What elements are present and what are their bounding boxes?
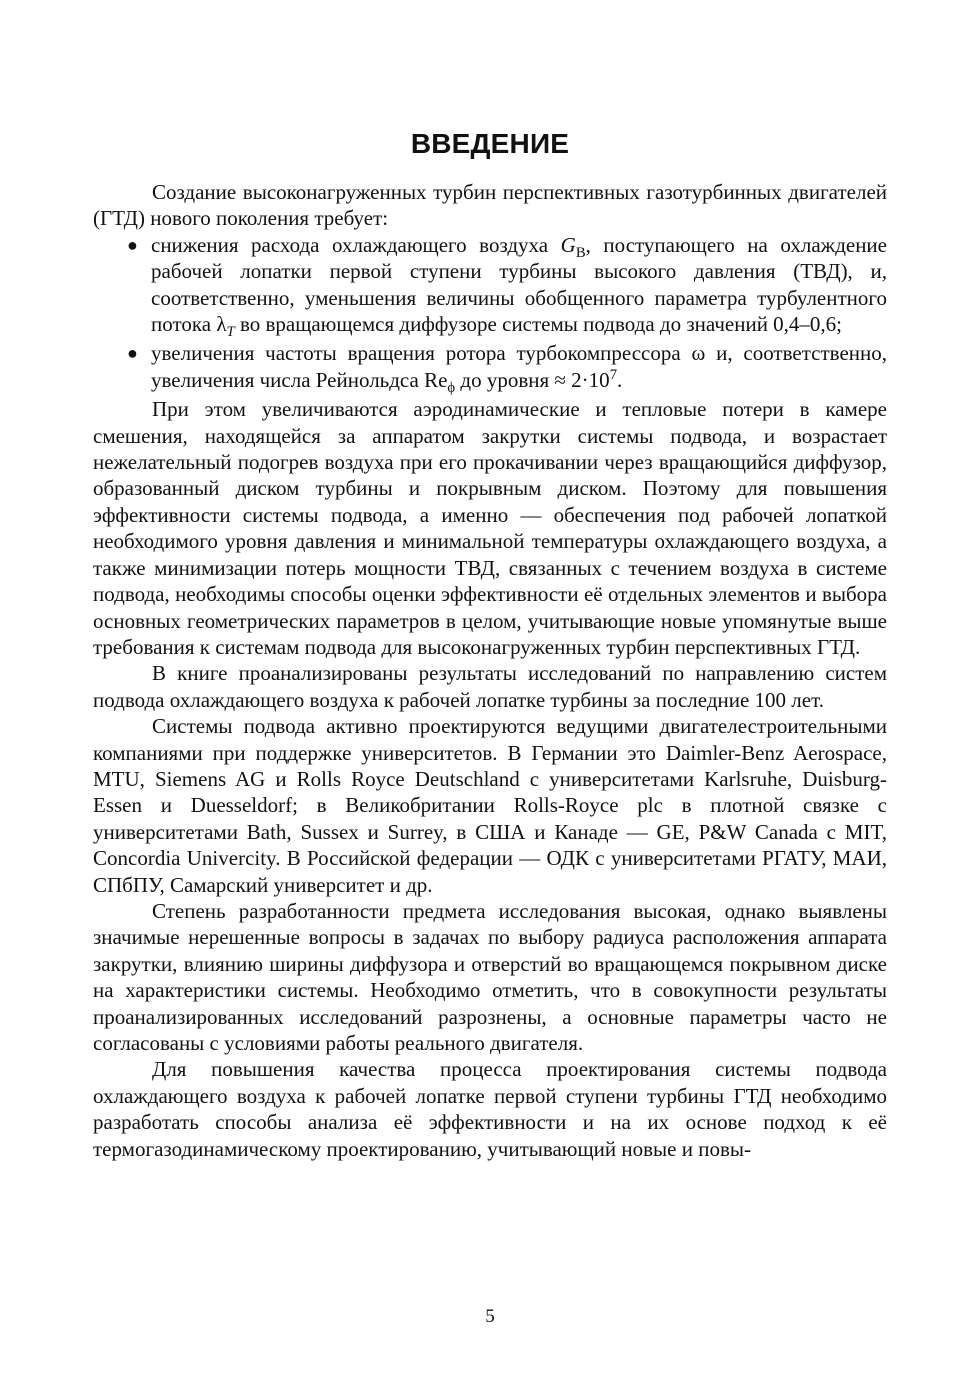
body-paragraph: При этом увеличиваются аэродинамические и тепловые потери в камере смешения, находящейся за аппаратом закрутки системы подвода, и возрастает нежелательный подогрев воздуха при его прокачивании через вращающийся диффузор, образованный диском турбины и покрывным диском. Поэтому для повышения эффективности системы подвода, а именно — обеспечения под рабочей лопаткой необходимого уровня давления и минимальной температуры охлаждающего воздуха, а также минимизации потерь мощности ТВД, связанных с течением воздуха в системе подвода, необходимы способы оценки эффективности её отдельных элементов и выбора основных геометрических параметров в целом, учитывающие новые упомянутые выше требования к системам подвода для высоконагруженных турбин перспективных ГТД. — [93, 397, 887, 659]
bullet-icon: ● — [127, 234, 138, 255]
list-item: ● увеличения частоты вращения ротора турбокомпрессора ω и, соответственно, увеличения числа Рейнольдса $Re_\phi$ до уровня ≈ $2\cdot 10^7$. — [127, 341, 887, 397]
body-paragraph: Степень разработанности предмета исследования высокая, однако выявлены значимые нерешенные вопросы в задачах по выбору радиуса расположения аппарата закрутки, влиянию ширины диффузора и отверстий во вращающемся покрывном диске на характеристики системы. Необходимо отметить, что в совокупности результаты проанализированных исследований разрознены, а основные параметры часто не согласованы с условиями работы реального двигателя. — [93, 898, 887, 1055]
list-item: ● снижения расхода охлаждающего воздуха $G_В$, поступающего на охлаждение рабочей лопатки первой ступени турбины высокого давления (ТВД), и, соответственно, уменьшения величины обобщенного параметра турбулентного потока $\lambda_T$ во вращающемся диффузоре системы подвода до значений 0,4–0,6; — [127, 232, 887, 341]
page-number: 5 — [485, 1306, 495, 1327]
body-paragraph: В книге проанализированы результаты исследований по направлению систем подвода охлаждающего воздуха к рабочей лопатке турбины за последние 100 лет. — [93, 661, 887, 712]
intro-paragraph: Создание высоконагруженных турбин перспективных газотурбинных двигателей (ГТД) нового поколения требует: — [93, 180, 887, 231]
page-title: ВВЕДЕНИЕ — [410, 128, 570, 159]
body-paragraph: Системы подвода активно проектируются ведущими двигателестроительными компаниями при поддержке университетов. В Германии это Daimler-Benz Aerospace, MTU, Siemens AG и Rolls Royce Deutschland с университетами Karlsruhe, Duisburg-Essen и Duesseldorf; в Великобритании Rolls-Royce plc в плотной связке с университетами Bath, Sussex и Surrey, в США и Канаде — GE, P&W Canada с MIT, Concordia Univercity. В Российской федерации — ОДК с университетами РГАТУ, МАИ, СПбПУ, Самарский университет и др. — [93, 714, 887, 897]
requirements-list — [93, 232, 887, 397]
document-page — [93, 126, 887, 1162]
bullet-icon: ● — [127, 343, 138, 364]
body-paragraph: Для повышения качества процесса проектирования системы подвода охлаждающего воздуха к рабочей лопатке первой ступени турбины ГТД необходимо разработать способы анализа её эффективности и на их основе подход к её термогазодинамическому проектированию, учитывающий новые и повы- — [93, 1057, 887, 1161]
